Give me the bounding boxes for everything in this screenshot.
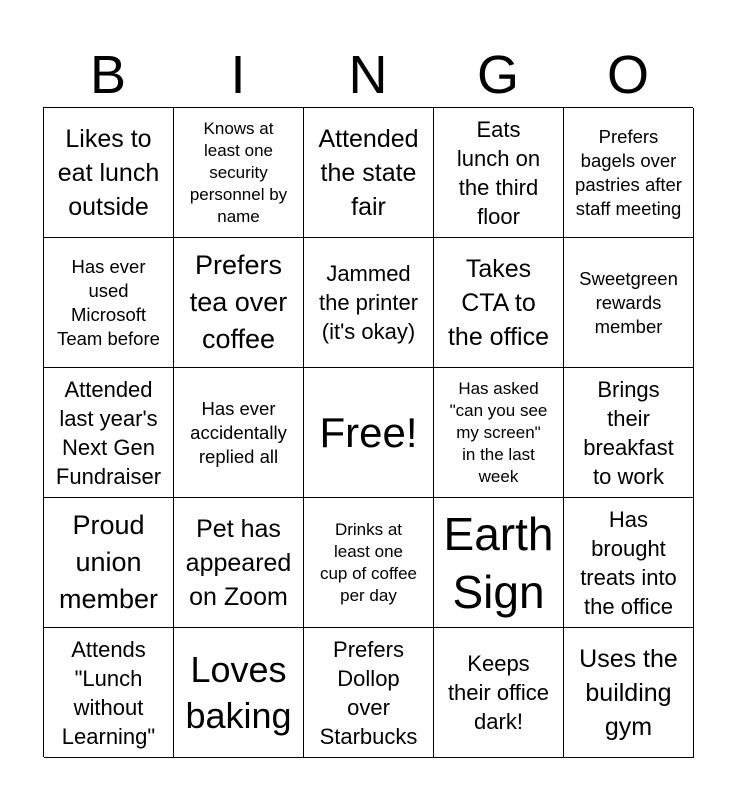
cell-text: Earth Sign: [443, 507, 554, 618]
cell-text: Jammed the printer (it's okay): [318, 261, 419, 344]
cell-text: Has ever accidentally replied all: [190, 397, 287, 467]
bingo-cell[interactable]: [434, 108, 564, 238]
bingo-cell[interactable]: [174, 628, 304, 758]
bingo-cell[interactable]: [564, 498, 694, 628]
cell-text: Has ever used Microsoft Team before: [57, 255, 160, 349]
header-letter-o: O: [606, 45, 649, 105]
bingo-cell[interactable]: [564, 628, 694, 758]
cell-text: Knows at least one security personnel by name: [189, 118, 288, 226]
cell-text: Attended last year's Next Gen Fundraiser: [55, 376, 162, 489]
header-letter-g: G: [476, 45, 519, 105]
bingo-cell[interactable]: [44, 238, 174, 368]
cell-text: Attended the state fair: [318, 124, 419, 221]
bingo-cell[interactable]: [44, 498, 174, 628]
bingo-cell[interactable]: [434, 238, 564, 368]
bingo-cell[interactable]: [174, 368, 304, 498]
cell-text: Proud union member: [58, 510, 159, 614]
cell-text: Loves baking: [185, 648, 292, 736]
header-letter-i: I: [230, 45, 246, 105]
cell-text: Pet has appeared on Zoom: [185, 514, 292, 611]
bingo-cell[interactable]: [304, 238, 434, 368]
bingo-cell[interactable]: [174, 498, 304, 628]
cell-text: Likes to eat lunch outside: [57, 124, 160, 221]
header-letter-n: N: [348, 45, 388, 105]
cell-text: Takes CTA to the office: [447, 254, 549, 351]
bingo-cell[interactable]: [174, 238, 304, 368]
bingo-cell[interactable]: [434, 368, 564, 498]
bingo-cell[interactable]: [44, 628, 174, 758]
bingo-cell[interactable]: [304, 628, 434, 758]
bingo-cell[interactable]: [434, 628, 564, 758]
cell-text: Prefers tea over coffee: [189, 250, 288, 354]
bingo-cell[interactable]: [564, 368, 694, 498]
bingo-cell[interactable]: [44, 108, 174, 238]
bingo-cell[interactable]: [304, 498, 434, 628]
header-letter-b: B: [89, 45, 127, 105]
cell-text: Prefers Dollop over Starbucks: [319, 636, 418, 749]
bingo-cell[interactable]: [564, 108, 694, 238]
cell-text: Attends "Lunch without Learning": [61, 636, 156, 749]
cell-text: Has brought treats into the office: [580, 506, 677, 619]
cell-text: Sweetgreen rewards member: [579, 267, 678, 337]
bingo-cell[interactable]: [304, 108, 434, 238]
free-text: Free!: [319, 408, 418, 456]
cell-text: Uses the building gym: [579, 644, 678, 741]
bingo-cell[interactable]: [44, 368, 174, 498]
cell-text: Brings their breakfast to work: [583, 376, 674, 489]
bingo-cell[interactable]: [434, 498, 564, 628]
bingo-cell[interactable]: [174, 108, 304, 238]
cell-text: Prefers bagels over pastries after staff meeting: [575, 125, 682, 219]
free-cell[interactable]: [304, 368, 434, 498]
bingo-header: [43, 44, 693, 106]
cell-text: Drinks at least one cup of coffee per day: [319, 519, 418, 605]
cell-text: Eats lunch on the third floor: [456, 116, 541, 229]
bingo-cell[interactable]: [564, 238, 694, 368]
cell-text: Has asked "can you see my screen" in the last week: [449, 378, 548, 486]
cell-text: Keeps their office dark!: [447, 651, 550, 734]
bingo-grid: [43, 107, 693, 757]
